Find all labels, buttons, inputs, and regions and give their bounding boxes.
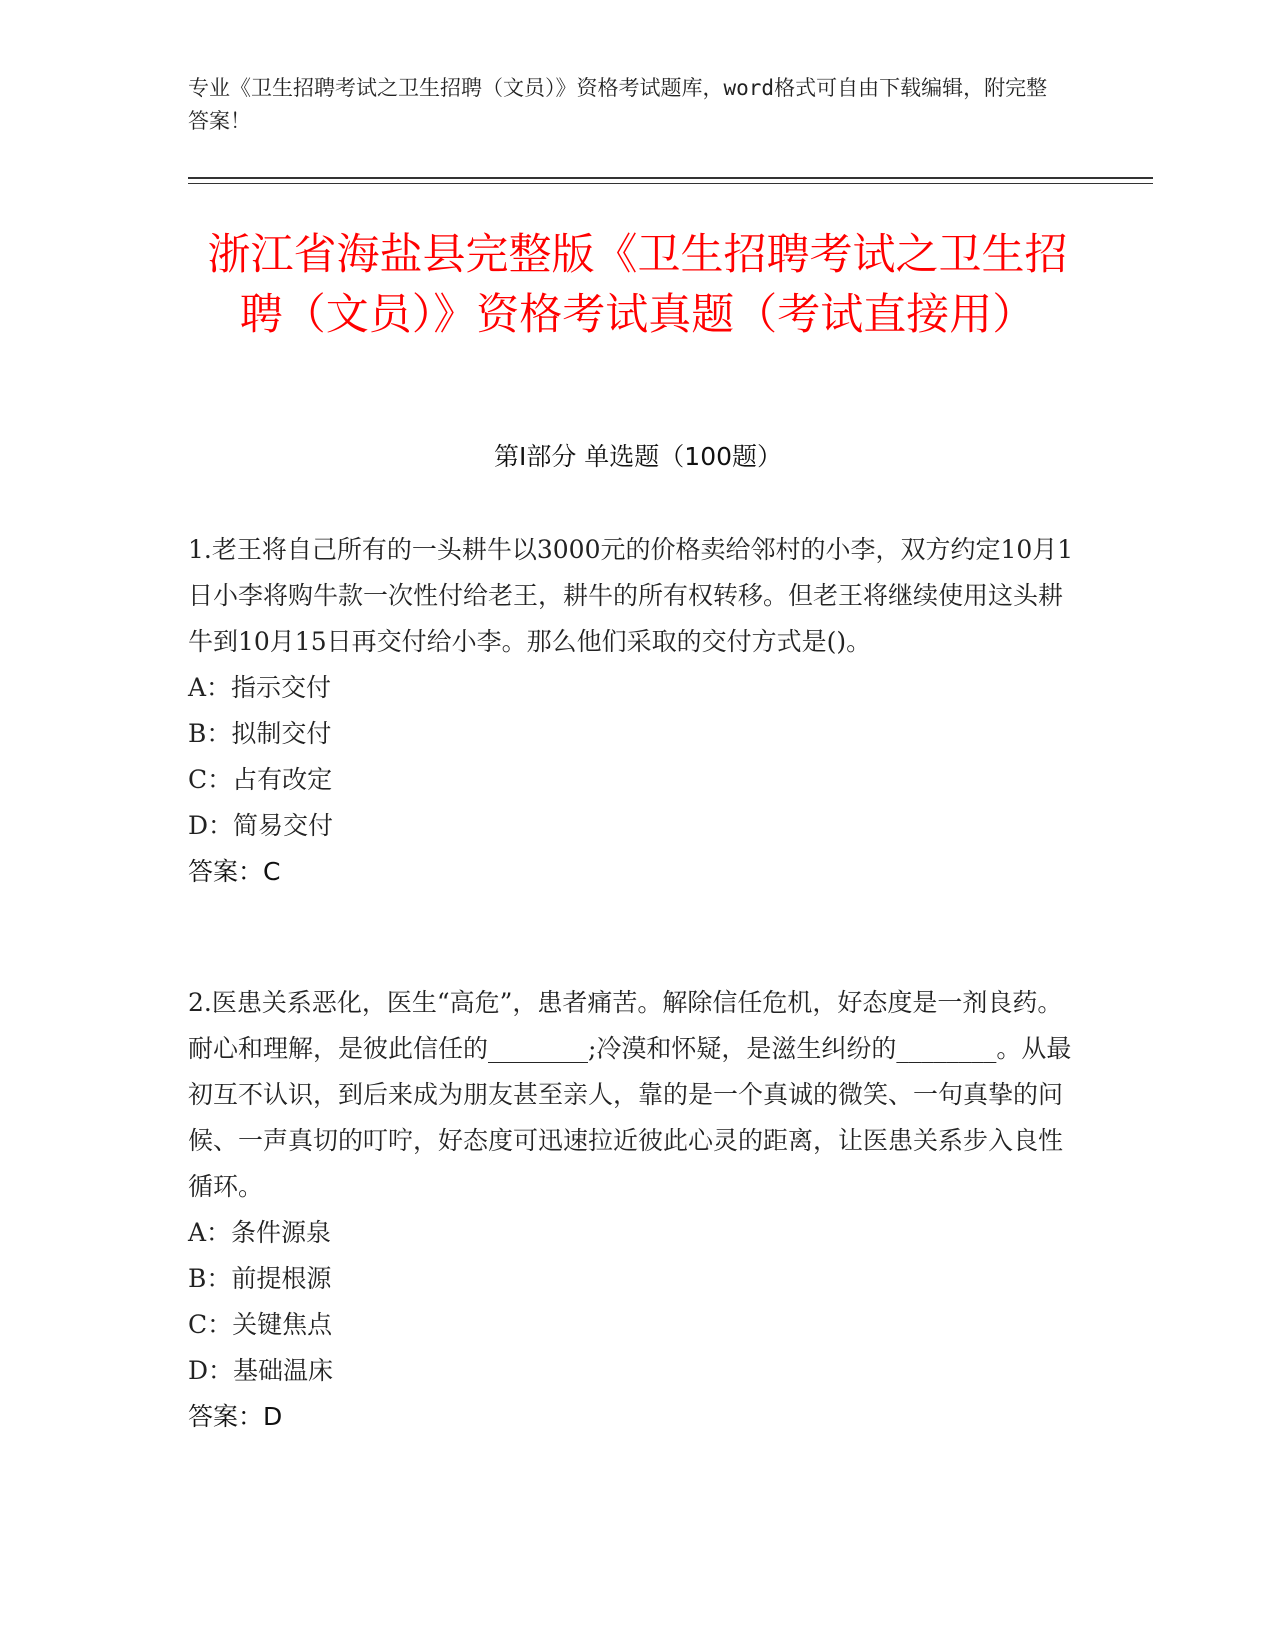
question-stem: 2.医患关系恶化，医生“高危”，患者痛苦。解除信任危机，好态度是一剂良药。耐心和理解，是彼此信任的________;冷漠和怀疑，是滋生纠纷的________。从最初互不认识，到后来成为朋友甚至亲人，靠的是一个真诚的微笑、一句真挚的问候、一声真切的叮咛，好态度可迅速拉近彼此心灵的距离，让医患关系步入良性循环。: [188, 988, 1072, 1201]
question-stem: 1.老王将自己所有的一头耕牛以3000元的价格卖给邻村的小李，双方约定10月1日小李将购牛款一次性付给老王，耕牛的所有权转移。但老王将继续使用这头耕牛到10月15日再交付给小李。那么他们采取的交付方式是()。: [188, 535, 1074, 656]
section-title: 第Ⅰ部分 单选题（100题）: [493, 442, 783, 471]
option-d: D：基础温床: [188, 1356, 334, 1385]
document-title: 浙江省海盐县完整版《卫生招聘考试之卫生招聘（文员）》资格考试真题（考试直接用）: [207, 230, 1068, 340]
header-divider-thin: [188, 183, 1153, 184]
option-b: B：前提根源: [188, 1264, 332, 1293]
question-2: [188, 980, 1078, 1440]
option-b: B：拟制交付: [188, 719, 332, 748]
option-a: A：条件源泉: [188, 1218, 332, 1247]
option-c: C：关键焦点: [188, 1310, 333, 1339]
option-a: A：指示交付: [188, 673, 332, 702]
answer-line: 答案：D: [188, 1402, 283, 1431]
option-d: D：简易交付: [188, 811, 334, 840]
header-divider-thick: [188, 177, 1153, 179]
header-note: 专业《卫生招聘考试之卫生招聘（文员）》资格考试题库，word格式可自由下载编辑，附完整答案！: [188, 76, 1048, 133]
question-1: [188, 527, 1078, 895]
answer-line: 答案：C: [188, 857, 281, 886]
option-c: C：占有改定: [188, 765, 333, 794]
